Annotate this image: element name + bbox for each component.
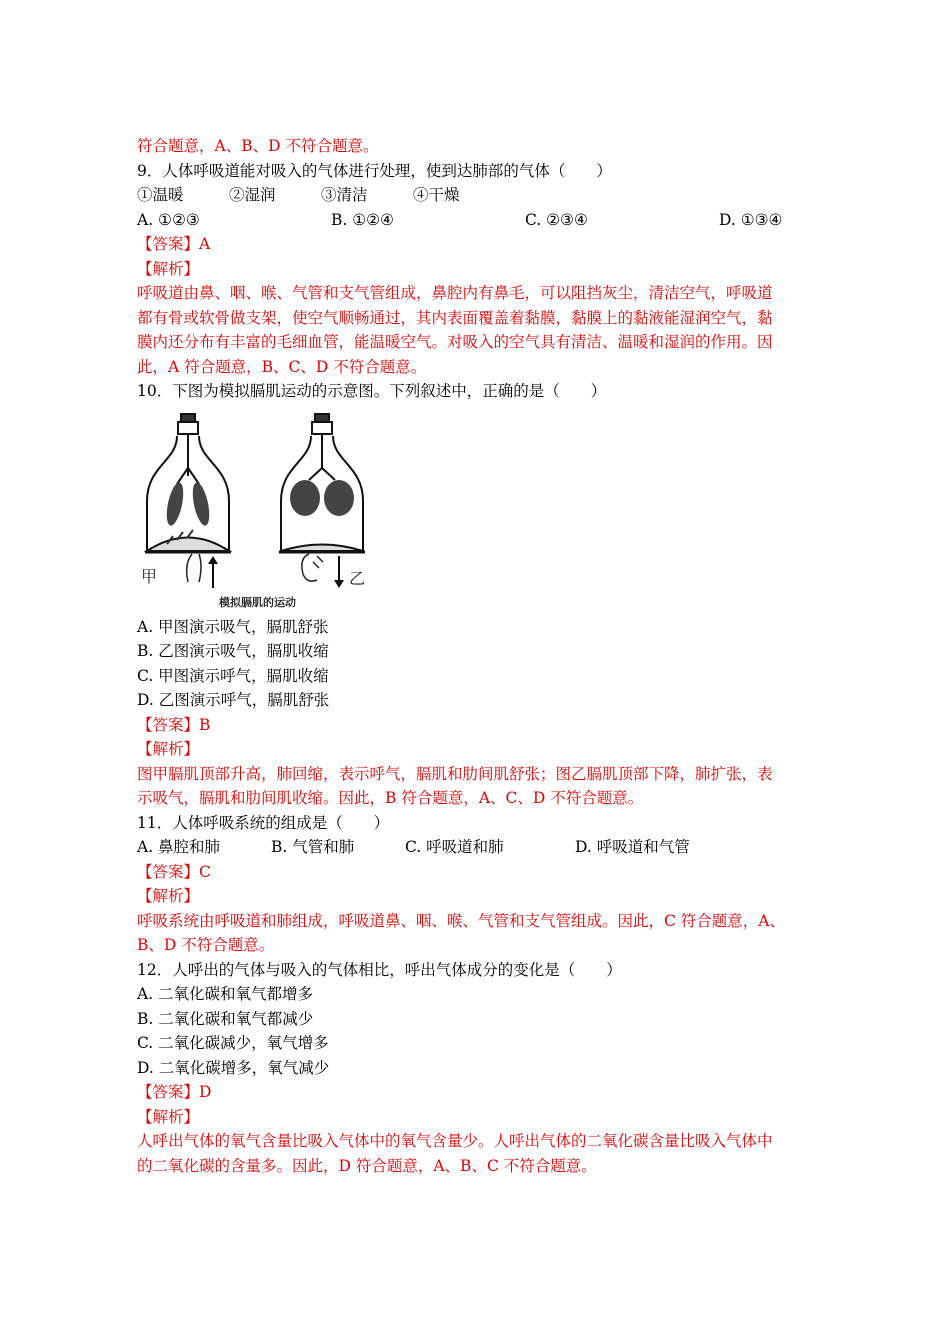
q12-option-a: A. 二氧化碳和氧气都增多: [137, 985, 314, 1003]
q9-option-b: B. ①②④: [331, 210, 394, 229]
label-yi: 乙: [349, 568, 366, 588]
q9-analysis-line: 此，A 符合题意，B、C、D 不符合题意。: [137, 357, 427, 376]
q10-stem: 10．下图为模拟膈肌运动的示意图。下列叙述中，正确的是（ ）: [137, 382, 607, 400]
q9-stem: 9．人体呼吸道能对吸入的气体进行处理，使到达肺部的气体（ ）: [137, 161, 612, 180]
q9-answer: 【答案】A: [137, 235, 211, 253]
q10-analysis-line: 示吸气，膈肌和肋间肌收缩。因此，B 符合题意，A、C、D 不符合题意。: [137, 789, 644, 807]
lung-left-b: [190, 481, 213, 527]
q9-item-1: ①温暖: [137, 186, 184, 204]
lung-right-a: [290, 480, 320, 516]
lung-left-a: [164, 481, 187, 527]
q10-option-b: B. 乙图演示吸气，膈肌收缩: [137, 642, 329, 660]
diaphragm-model-diagram: [137, 406, 397, 611]
q12-analysis-line: 的二氧化碳的含量多。因此，D 符合题意，A、B、C 不符合题意。: [137, 1156, 597, 1175]
label-jia: 甲: [141, 566, 158, 586]
q12-option-c: C. 二氧化碳减少，氧气增多: [137, 1034, 329, 1052]
q12-stem: 12．人呼出的气体与吸入的气体相比，呼出气体成分的变化是（ ）: [137, 960, 622, 979]
q9-item-2: ②湿润: [229, 186, 276, 204]
q8-analysis-tail: 符合题意，A、B、D 不符合题意。: [137, 137, 379, 155]
q9-analysis-line: 膜内还分布有丰富的毛细血管，能温暖空气。对吸入的空气具有清洁、温暖和湿润的作用。因: [137, 333, 773, 351]
q10-option-a: A. 甲图演示吸气，膈肌舒张: [137, 617, 329, 636]
q11-analysis-label: 【解析】: [137, 887, 200, 905]
q9-option-d: D. ①③④: [719, 210, 783, 229]
q9-item-3: ③清洁: [321, 186, 368, 204]
q9-analysis-label: 【解析】: [137, 259, 200, 278]
q12-option-d: D. 二氧化碳增多，氧气减少: [137, 1058, 330, 1077]
document-page: [137, 134, 827, 1178]
q11-option-c: C. 呼吸道和肺: [405, 838, 504, 856]
q11-option-d: D. 呼吸道和气管: [575, 838, 690, 856]
q11-stem: 11．人体呼吸系统的组成是（ ）: [137, 813, 390, 832]
q12-analysis-label: 【解析】: [137, 1107, 200, 1126]
q11-option-b: B. 气管和肺: [271, 838, 355, 856]
q9-option-a: A. ①②③: [137, 210, 200, 229]
q10-option-c: C. 甲图演示呼气，膈肌收缩: [137, 666, 329, 685]
q12-answer: 【答案】D: [137, 1083, 212, 1101]
q11-answer: 【答案】C: [137, 862, 211, 881]
q9-items: [137, 183, 827, 208]
q9-option-c: C. ②③④: [525, 210, 588, 229]
q11-options: [137, 835, 827, 860]
q9-options: [137, 208, 827, 233]
lung-right-b: [324, 480, 354, 516]
jar-left: [147, 414, 229, 551]
q12-analysis-line: 人呼出气体的氧气含量比吸入气体中的氧气含量少。人呼出气体的二氧化碳含量比吸入气体中: [137, 1132, 773, 1150]
diaphragm-right: [281, 544, 363, 551]
q9-analysis-line: 都有骨或软骨做支架，使空气顺畅通过，其内表面覆盖着黏膜，黏膜上的黏液能湿润空气，黏: [137, 308, 773, 327]
figure-caption: 模拟膈肌的运动: [219, 595, 296, 609]
q9-analysis-line: 呼吸道由鼻、咽、喉、气管和支气管组成，鼻腔内有鼻毛，可以阻挡灰尘，清洁空气，呼吸道: [137, 284, 773, 302]
diaphragm-left: [147, 537, 229, 551]
q11-analysis-line: 呼吸系统由呼吸道和肺组成，呼吸道鼻、咽、喉、气管和支气管组成。因此，C 符合题意，A、: [137, 911, 785, 930]
q11-option-a: A. 鼻腔和肺: [137, 838, 221, 856]
q12-option-b: B. 二氧化碳和氧气都减少: [137, 1009, 314, 1028]
q10-option-d: D. 乙图演示呼气，膈肌舒张: [137, 691, 330, 709]
q11-analysis-line: B、D 不符合题意。: [137, 936, 275, 954]
jar-right: [281, 414, 363, 551]
q10-analysis-line: 图甲膈肌顶部升高，肺回缩，表示呼气，膈肌和肋间肌舒张；图乙膈肌顶部下降，肺扩张，表: [137, 764, 773, 783]
q10-analysis-label: 【解析】: [137, 740, 200, 758]
q10-answer: 【答案】B: [137, 715, 211, 734]
diaphragm-model-figure: [137, 406, 827, 611]
q9-item-4: ④干燥: [413, 186, 460, 204]
